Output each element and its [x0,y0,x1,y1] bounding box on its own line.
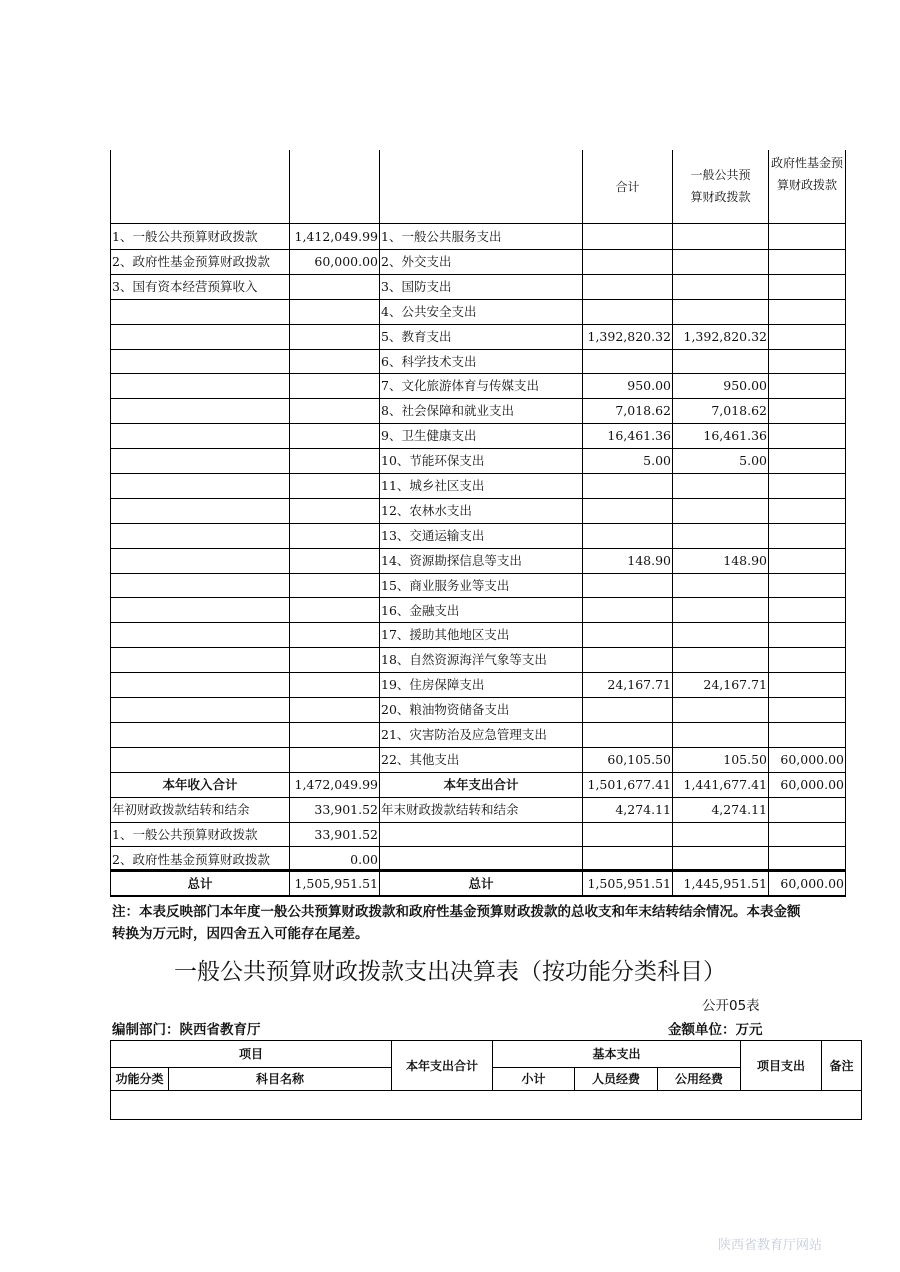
cell-income-item: 本年收入合计 [162,776,238,792]
cell-income-amount: 1,505,951.51 [294,876,378,892]
cell-expense-item: 11、城乡社区支出 [381,478,485,493]
cell-expense-fund: 60,000.00 [780,751,844,767]
cell-expense-item: 14、资源勘探信息等支出 [381,552,522,568]
cell-expense-fund: 60,000.00 [780,776,844,792]
cell-expense-item: 6、科学技术支出 [381,353,477,369]
cell-expense-item: 3、国防支出 [381,278,452,294]
cell-expense-item: 22、其他支出 [381,751,460,767]
cell-income-item: 总计 [187,876,213,892]
cell-expense-general: 1,445,951.51 [683,876,767,892]
unit-label: 金额单位：万元 [668,1022,763,1038]
cell-income-amount: 1,412,049.99 [294,229,378,244]
cell-income-item: 年初财政拨款结转和结余 [112,801,250,817]
cell-expense-total: 1,392,820.32 [587,328,671,344]
cell-expense-item: 7、文化旅游体育与传媒支出 [381,378,539,394]
cell-expense-general: 16,461.36 [703,428,767,444]
cell-expense-total: 60,105.50 [607,751,671,767]
cell-expense-general: 7,018.62 [711,403,767,419]
cell-expense-item: 13、交通运输支出 [381,527,485,543]
cell-expense-total: 5.00 [643,453,671,469]
col-year-total: 本年支出合计 [405,1059,478,1073]
cell-income-item: 1、一般公共预算财政拨款 [112,229,258,244]
cell-expense-general: 105.50 [723,751,767,767]
col-item: 项目 [238,1047,263,1061]
header-fund-budget-text: 政府性基金预算财政拨款 [770,156,843,192]
cell-income-amount: 0.00 [350,851,378,867]
col-public: 公用经费 [674,1072,723,1086]
cell-expense-item: 18、自然资源海洋气象等支出 [381,652,547,668]
cell-expense-general: 1,441,677.41 [683,776,767,792]
cell-expense-total: 950.00 [627,378,671,394]
cell-expense-item: 年末财政拨款结转和结余 [381,801,519,817]
col-remark: 备注 [829,1059,854,1073]
cell-expense-general: 148.90 [723,552,767,568]
cell-expense-total: 148.90 [627,552,671,568]
cell-expense-item: 12、农林水支出 [381,502,472,518]
cell-expense-item: 20、粮油物资储备支出 [381,702,510,718]
col-subject: 科目名称 [255,1072,304,1086]
cell-income-amount: 1,472,049.99 [294,776,378,792]
cell-expense-general: 5.00 [739,453,767,469]
cell-expense-general: 4,274.11 [711,801,767,817]
cell-expense-item: 本年支出合计 [443,776,519,792]
cell-expense-item: 8、社会保障和就业支出 [381,403,514,419]
col-basic: 基本支出 [592,1047,641,1061]
cell-expense-total: 16,461.36 [607,428,671,444]
col-personnel: 人员经费 [591,1072,640,1086]
watermark: 陕西省教育厅网站 [718,1238,823,1253]
col-project: 项目支出 [756,1059,805,1073]
cell-expense-general: 950.00 [723,378,767,394]
cell-expense-total: 24,167.71 [607,677,671,693]
cell-expense-general: 1,392,820.32 [683,328,767,344]
cell-income-amount: 33,901.52 [314,826,378,842]
cell-expense-total: 4,274.11 [615,801,671,817]
dept-label: 编制部门：陕西省教育厅 [112,1022,261,1038]
cell-expense-total: 1,505,951.51 [587,876,671,892]
cell-expense-item: 9、卫生健康支出 [381,428,477,444]
table-note: 注：本表反映部门本年度一般公共预算财政拨款和政府性基金预算财政拨款的总收支和年末结转结余情况。本表金额转换为万元时，因四舍五入可能存在尾差。 [112,904,801,942]
form-code: 公开05表 [702,998,760,1014]
cell-expense-general: 24,167.71 [703,677,767,693]
col-subtotal: 小计 [521,1072,546,1086]
cell-expense-item: 总计 [468,876,494,892]
header-total: 合计 [615,180,640,194]
cell-expense-total: 1,501,677.41 [587,776,671,792]
cell-expense-fund: 60,000.00 [780,876,844,892]
cell-expense-item: 2、外交支出 [381,253,452,269]
cell-income-amount: 33,901.52 [314,801,378,817]
cell-expense-total: 7,018.62 [615,403,671,419]
cell-income-item: 2、政府性基金预算财政拨款 [112,253,270,269]
cell-expense-item: 15、商业服务业等支出 [381,577,510,593]
cell-expense-item: 21、灾害防治及应急管理支出 [381,727,547,742]
cell-expense-item: 4、公共安全支出 [381,303,477,319]
col-func: 功能分类 [115,1072,164,1086]
cell-expense-item: 5、教育支出 [381,328,452,344]
cell-income-amount: 60,000.00 [314,253,378,269]
cell-income-item: 2、政府性基金预算财政拨款 [112,851,270,867]
cell-income-item: 3、国有资本经营预算收入 [112,278,258,294]
cell-income-item: 1、一般公共预算财政拨款 [112,826,258,842]
header-general-budget-text: 一般公共预算财政拨款 [690,168,751,204]
page-title: 一般公共预算财政拨款支出决算表（按功能分类科目） [174,959,726,985]
cell-expense-item: 17、援助其他地区支出 [381,627,510,643]
cell-expense-item: 16、金融支出 [381,602,460,618]
cell-expense-item: 19、住房保障支出 [381,677,485,693]
cell-expense-item: 1、一般公共服务支出 [381,229,502,244]
cell-expense-item: 10、节能环保支出 [381,453,485,469]
